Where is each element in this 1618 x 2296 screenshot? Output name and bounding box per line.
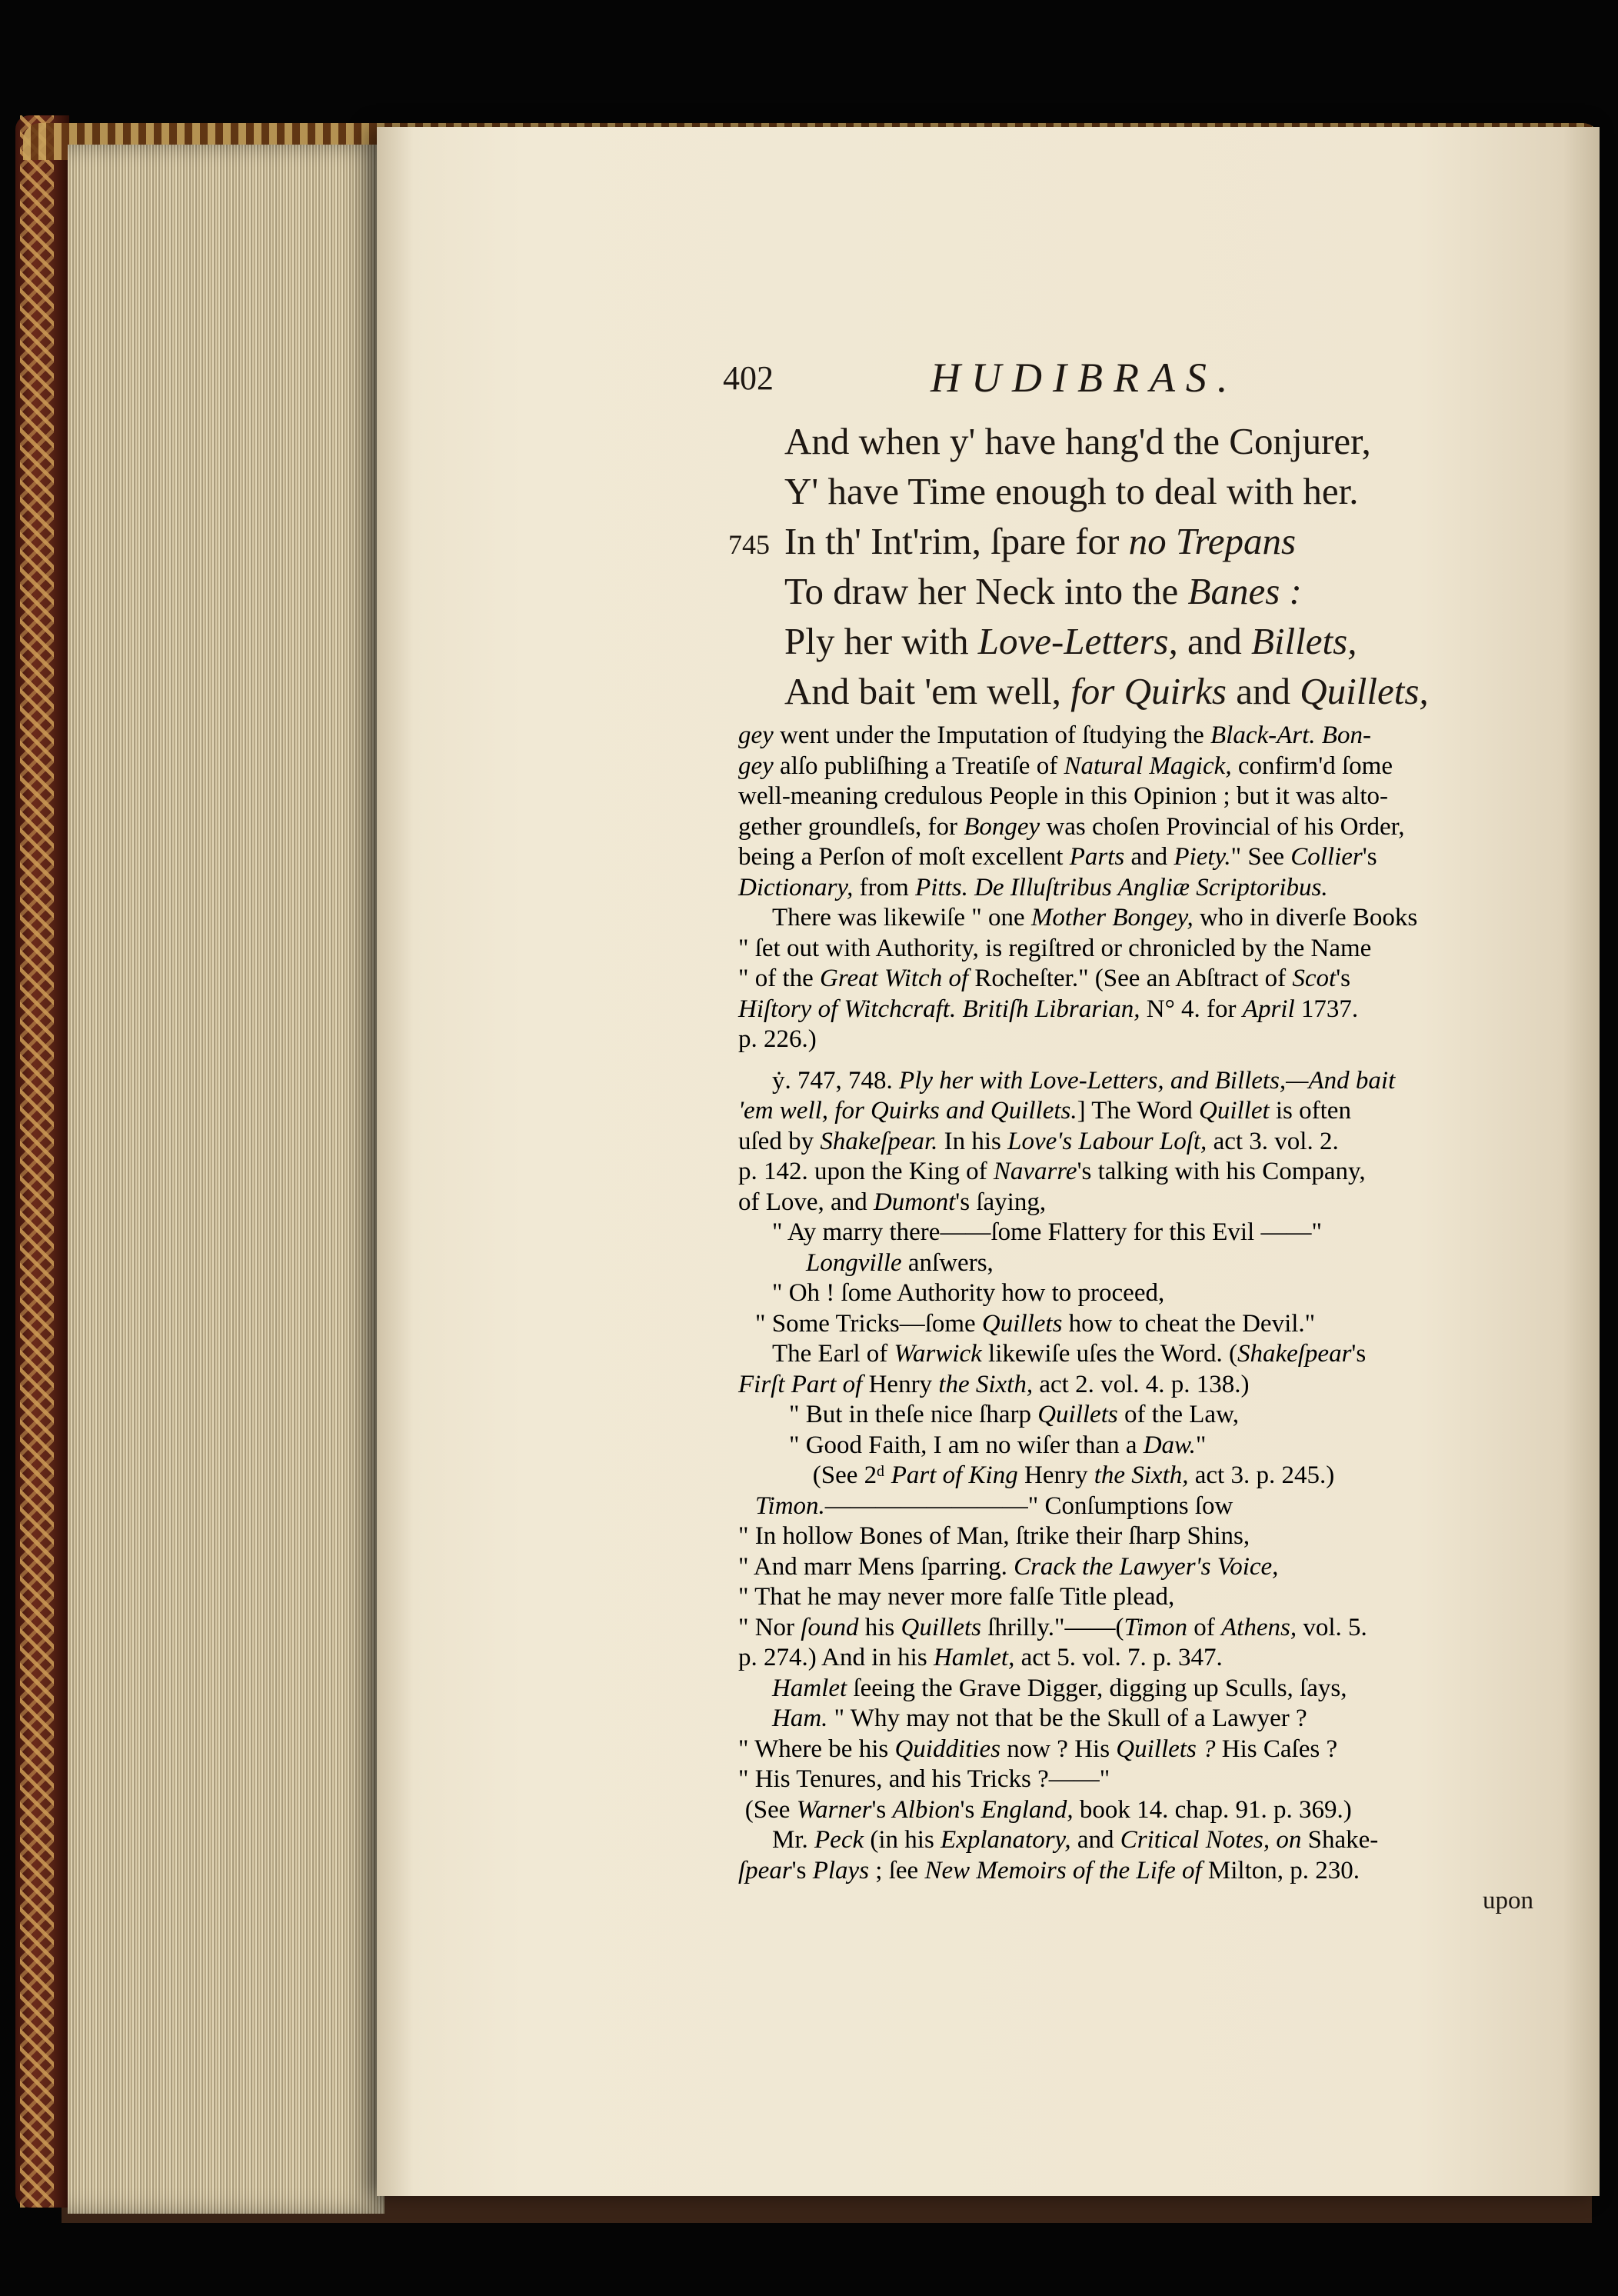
- note-text: of the Law,: [1117, 1401, 1240, 1428]
- note-line: [738, 995, 1358, 1024]
- note-line: [738, 1765, 1110, 1794]
- note-text: Quillets: [1037, 1401, 1118, 1428]
- note-line: [772, 1826, 1378, 1854]
- note-text: how to cheat the Devil.": [1062, 1309, 1316, 1338]
- verse-text: for Quirks: [1070, 670, 1227, 712]
- note-text: N° 4. for: [1140, 995, 1243, 1023]
- note-line: [806, 1249, 994, 1278]
- note-text: 's: [871, 1795, 893, 1824]
- note-text: Ham.: [772, 1705, 828, 1732]
- note-text: p. 142. upon the King of: [738, 1158, 994, 1185]
- note-line: [755, 1310, 1315, 1338]
- note-line: [738, 965, 1350, 993]
- note-text: Hiſtory of Witchcraft. Britiſh Librarian,: [738, 995, 1140, 1023]
- verse-text: And bait 'em well,: [784, 670, 1071, 712]
- note-text: In his: [937, 1127, 1008, 1155]
- note-text: Quillets: [981, 1309, 1063, 1338]
- note-line: [789, 1431, 1206, 1460]
- note-text: England,: [980, 1795, 1074, 1824]
- note-text: Dictionary,: [738, 873, 854, 901]
- note-line: [772, 1705, 1307, 1733]
- verse-text: In th' Int'rim, ſpare for: [784, 520, 1129, 562]
- note-text: Mother Bongey,: [1030, 904, 1194, 931]
- note-text: 's: [1351, 1340, 1367, 1368]
- note-line: [738, 813, 1405, 841]
- note-text: Navarre: [993, 1158, 1077, 1185]
- note-text: p. 226.): [738, 1025, 817, 1053]
- note-text: 's talking with his Company,: [1077, 1158, 1366, 1185]
- note-text: is often: [1269, 1097, 1351, 1125]
- note-text: Shake-: [1301, 1826, 1379, 1854]
- note-text: Henry: [862, 1370, 939, 1398]
- note-text: was choſen Provincial of his Order,: [1040, 812, 1405, 841]
- verse-line: [784, 469, 1358, 513]
- note-text: from: [853, 873, 916, 901]
- note-text: (See: [744, 1795, 797, 1824]
- verse-text: To draw her Neck into the: [784, 570, 1188, 612]
- note-text: Crack the Lawyer's Voice,: [1014, 1552, 1279, 1581]
- note-text: act 2. vol. 4. p. 138.): [1033, 1370, 1250, 1398]
- note-text: book 14. chap. 91. p. 369.): [1073, 1795, 1352, 1824]
- note-line: [738, 1522, 1250, 1551]
- note-text: alſo publiſhing a Treatiſe of: [773, 751, 1064, 780]
- note-text: ſeeing the Grave Digger, digging up Sculls, ſays,: [847, 1674, 1347, 1702]
- verse-text: no Trepans: [1128, 520, 1297, 562]
- note-text: Milton, p. 230.: [1201, 1856, 1360, 1884]
- note-text: p. 274.) And in his: [738, 1644, 934, 1671]
- note-text: Bongey: [964, 812, 1040, 841]
- verse-text: Ply her with: [784, 620, 978, 662]
- verse-text: and: [1227, 670, 1300, 712]
- note-text: " Good Faith, I am no wiſer than a: [789, 1431, 1144, 1459]
- line-number: 745: [728, 529, 770, 560]
- note-line: [738, 874, 1328, 902]
- note-text: of: [1187, 1613, 1222, 1641]
- note-text: ": [1195, 1431, 1207, 1459]
- note-text: of Love, and: [738, 1188, 874, 1216]
- note-text: Collier: [1290, 843, 1363, 871]
- note-text: Peck: [814, 1826, 864, 1854]
- note-text: Longville: [806, 1248, 902, 1277]
- note-line: [738, 1644, 1223, 1672]
- note-text: " But in theſe nice ſharp: [789, 1401, 1038, 1428]
- note-text: ſhrilly."——(: [980, 1613, 1124, 1641]
- note-text: " His Tenures, and his Tricks ?——": [738, 1765, 1110, 1793]
- note-text: his: [858, 1613, 901, 1641]
- note-text: the Sixth,: [1094, 1461, 1189, 1489]
- verse-text: And when y' have hang'd the Conjurer,: [784, 420, 1371, 462]
- note-text: Warner: [796, 1795, 872, 1824]
- note-text: Hamlet: [772, 1674, 847, 1702]
- verse-line: [784, 419, 1371, 463]
- note-text: Critical Notes, on: [1120, 1826, 1302, 1854]
- note-text: Rocheſter." (See an Abſtract of: [968, 965, 1293, 992]
- note-text: Scot: [1292, 965, 1337, 992]
- note-line: [738, 1857, 1360, 1885]
- note-text: Athens,: [1221, 1613, 1297, 1641]
- note-text: " ſet out with Authority, is regiſtred or chronicled by the Name: [738, 934, 1372, 962]
- note-text: Dumont: [873, 1188, 956, 1216]
- note-text: Timon.: [755, 1491, 825, 1520]
- note-line: [738, 1025, 817, 1054]
- note-text: and: [1124, 843, 1174, 871]
- note-text: Daw.: [1143, 1431, 1196, 1459]
- note-line: [738, 1735, 1337, 1764]
- note-line: [738, 1128, 1339, 1156]
- note-line: [738, 1553, 1278, 1581]
- note-line: [738, 1097, 1351, 1125]
- gilt-spine-ornament: [20, 115, 54, 2208]
- note-text: who in diverſe Books: [1193, 904, 1418, 931]
- note-text: 'em well, for Quirks and Quillets.: [738, 1097, 1077, 1125]
- note-line: [789, 1401, 1239, 1429]
- note-text: the Sixth,: [938, 1370, 1034, 1398]
- note-text: " That he may never more falſe Title plead,: [738, 1583, 1175, 1611]
- note-text: Black-Art. Bon-: [1210, 721, 1371, 749]
- note-text: being a Perſon of moſt excellent: [738, 843, 1070, 871]
- note-text: Piety.: [1174, 843, 1231, 871]
- verse-line: [784, 619, 1357, 663]
- note-line: [738, 721, 1371, 750]
- note-text: likewiſe uſes the Word. (: [981, 1340, 1237, 1368]
- note-text: Warwick: [894, 1340, 982, 1368]
- note-text: vol. 5.: [1297, 1613, 1367, 1641]
- note-text: Natural Magick,: [1064, 751, 1232, 780]
- note-text: April: [1242, 995, 1295, 1023]
- note-line: [738, 1614, 1367, 1642]
- note-text: Shakeſpear.: [820, 1127, 938, 1155]
- note-text: " Where be his: [738, 1734, 895, 1763]
- note-text: Part of King: [891, 1461, 1018, 1489]
- note-text: " Why may not that be the Skull of a Lawyer ?: [827, 1705, 1307, 1732]
- note-text: Henry: [1017, 1461, 1094, 1489]
- note-text: Pitts. De Illuſtribus Angliæ Scriptoribus.: [915, 873, 1328, 901]
- note-text: The Earl of: [772, 1340, 894, 1368]
- running-title: HUDIBRAS.: [931, 355, 1239, 401]
- note-text: Plays: [812, 1856, 870, 1884]
- note-text: 's ſaying,: [955, 1188, 1047, 1216]
- verse-text: Y' have Time enough to deal with her.: [784, 470, 1359, 512]
- note-text: " of the: [738, 965, 821, 992]
- note-text: well-meaning credulous People in this Opinion ; but it was alto-: [738, 782, 1389, 810]
- note-text: There was likewiſe " one: [772, 904, 1031, 931]
- verse-line: [784, 569, 1302, 613]
- note-line: [738, 935, 1371, 963]
- note-text: " Oh ! ſome Authority how to proceed,: [772, 1279, 1165, 1307]
- note-text: gether groundleſs, for: [738, 812, 964, 841]
- note-line: [738, 1371, 1250, 1399]
- note-text: Quillets ?: [1116, 1734, 1216, 1763]
- verse-text: and: [1177, 620, 1251, 662]
- note-text: 1737.: [1294, 995, 1359, 1023]
- note-line: [755, 1492, 1233, 1521]
- note-text: act 3. vol. 2.: [1207, 1127, 1339, 1155]
- note-text: Ply her with Love-Letters, and Billets,—And bait: [899, 1066, 1396, 1095]
- note-text: Quillet: [1198, 1097, 1270, 1125]
- note-line: [738, 1188, 1046, 1217]
- verse-text: Love-Letters,: [977, 620, 1178, 662]
- note-text: Albion: [892, 1795, 960, 1824]
- note-line: [772, 1279, 1164, 1308]
- note-text: Timon: [1124, 1613, 1188, 1641]
- note-line: [772, 904, 1417, 932]
- note-text: act 3. p. 245.): [1188, 1461, 1335, 1489]
- note-text: His Caſes ?: [1215, 1734, 1338, 1763]
- note-line: [813, 1461, 1334, 1490]
- note-text: Quiddities: [894, 1734, 1000, 1763]
- verse-text: Quillets,: [1300, 670, 1429, 712]
- note-text: anſwers,: [901, 1248, 994, 1277]
- page-number: 402: [723, 359, 774, 397]
- note-text: Great Witch of: [820, 965, 969, 992]
- note-text: and: [1070, 1826, 1120, 1854]
- verse-line: [784, 669, 1429, 713]
- note-line: [738, 1158, 1366, 1186]
- note-text: uſed by: [738, 1127, 821, 1155]
- catchword: upon: [1483, 1887, 1533, 1914]
- note-text: New Memoirs of the Life of: [924, 1856, 1202, 1884]
- note-text: " Nor: [738, 1613, 801, 1641]
- note-text: " See: [1230, 843, 1291, 871]
- note-text: went under the Imputation of ſtudying the: [773, 721, 1211, 749]
- note-line: [772, 1675, 1347, 1703]
- note-text: 's: [1362, 843, 1377, 871]
- note-text: 's: [791, 1856, 813, 1884]
- note-text: ; ſee: [869, 1856, 925, 1884]
- note-line: [738, 752, 1393, 781]
- page-block-edges: [68, 145, 385, 2214]
- note-line: [772, 1218, 1322, 1247]
- note-text: Parts: [1069, 843, 1125, 871]
- verse-text: Billets,: [1250, 620, 1357, 662]
- note-line: [738, 1583, 1174, 1611]
- note-text: " And marr Mens ſparring.: [738, 1552, 1014, 1581]
- note-text: ] The Word: [1077, 1097, 1199, 1125]
- verse-text: Banes :: [1187, 570, 1302, 612]
- note-text: Hamlet,: [933, 1644, 1015, 1671]
- note-text: 's: [1336, 965, 1350, 992]
- verse-line: [784, 519, 1296, 563]
- note-text: gey: [738, 751, 774, 780]
- note-line: [738, 843, 1377, 871]
- note-text: ſound: [801, 1613, 859, 1641]
- note-text: " Ay marry there——ſome Flattery for this Evil ——": [772, 1218, 1322, 1246]
- note-text: confirm'd ſome: [1231, 751, 1393, 780]
- note-text: Shakeſpear: [1237, 1340, 1352, 1368]
- note-text: ẏ. 747, 748.: [772, 1066, 899, 1095]
- note-text: act 5. vol. 7. p. 347.: [1014, 1644, 1223, 1671]
- note-text: ————————" Conſumptions ſow: [824, 1491, 1233, 1520]
- note-text: (See 2ᵈ: [812, 1461, 891, 1489]
- note-text: now ? His: [1000, 1734, 1117, 1763]
- note-line: [745, 1796, 1352, 1824]
- note-line: [772, 1067, 1395, 1095]
- note-text: Quillets: [901, 1613, 981, 1641]
- note-text: Love's Labour Loſt,: [1007, 1127, 1207, 1155]
- note-line: [738, 782, 1388, 811]
- note-text: Firſt Part of: [738, 1370, 863, 1398]
- note-text: 's: [960, 1795, 981, 1824]
- note-text: Explanatory,: [941, 1826, 1071, 1854]
- note-text: gey: [738, 721, 774, 749]
- note-text: " In hollow Bones of Man, ſtrike their ſharp Shins,: [738, 1522, 1250, 1550]
- note-text: " Some Tricks—ſome: [755, 1309, 982, 1338]
- note-line: [772, 1340, 1366, 1368]
- note-text: ſpear: [738, 1856, 792, 1884]
- note-text: Mr.: [772, 1826, 815, 1854]
- note-text: (in his: [864, 1826, 941, 1854]
